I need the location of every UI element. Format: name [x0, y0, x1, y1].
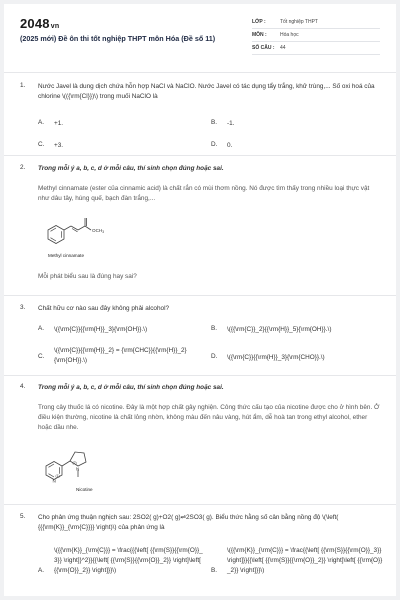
exam-header [4, 4, 396, 60]
atom-label: N [76, 466, 80, 472]
option-c[interactable]: +3. [54, 142, 64, 149]
question-prompt: Mỗi phát biểu sau là đúng hay sai? [38, 273, 137, 280]
structure-label: $OCH_3$ [92, 228, 104, 234]
figure-caption: Methyl cinnamate [48, 253, 85, 258]
info-label: SỐ CÂU : [252, 45, 275, 51]
option-b[interactable]: \({{\rm{C}}_2}{{\rm{H}}_5}{\rm{OH}}.\) [227, 326, 332, 333]
option-label-b[interactable]: B. [211, 325, 218, 332]
question-instruction: Trong mỗi ý a, b, c, d ở mỗi câu, thí sinh chọn đúng hoặc sai. [38, 384, 224, 391]
exam-page [4, 4, 396, 596]
option-a[interactable]: +1. [54, 120, 64, 127]
option-label-a[interactable]: A. [38, 119, 45, 126]
nicotine-structure [38, 444, 108, 494]
logo-text: 2048 [20, 16, 50, 31]
question-number: 4. [20, 383, 26, 390]
info-label: MÔN : [252, 32, 267, 38]
atom-position-label: (1) [55, 474, 60, 478]
question-text: Cho phản ứng thuận nghịch sau: 2SO2( g)+O2( g)⇌2SO3( g). Biểu thức hằng số cân bằng nồng độ \(\left( {{{\rm{K}}_{\rm{C}}}} \right)\) của phản ứng là [38, 514, 339, 531]
option-a[interactable]: \({\rm{C}}{{\rm{H}}_3}{\rm{OH}}.\) [54, 326, 148, 333]
info-value: 44 [280, 45, 286, 51]
question-instruction: Trong mỗi ý a, b, c, d ở mỗi câu, thí sinh chọn đúng hoặc sai. [38, 165, 224, 172]
option-b[interactable]: \({{\rm{K}}_{\rm{C}}} = \frac{{\left[ {{\rm{S}}{{\rm{O}}_3}} \right]}}{{\left[ {{\rm{S}}{{\rm{O}}_2}} \right]\left[ {{\rm{O}}_2}} \right]}}\) [227, 547, 383, 574]
option-c[interactable]: \({\rm{C}}{{\rm{H}}_2} = {\rm{CHC}}{{\rm{H}}_2}{\rm{OH}}.\) [54, 347, 187, 364]
option-label-b[interactable]: B. [211, 567, 218, 574]
site-logo[interactable] [20, 16, 59, 31]
info-row-subject [252, 29, 380, 42]
divider [4, 504, 396, 505]
exam-info-table [252, 16, 380, 55]
question-number: 3. [20, 304, 26, 311]
info-value: Tốt nghiệp THPT [280, 19, 318, 25]
option-label-c[interactable]: C. [38, 141, 45, 148]
option-d[interactable]: 0. [227, 142, 233, 149]
logo-suffix: vn [50, 23, 60, 30]
question-number: 2. [20, 164, 26, 171]
question-number: 5. [20, 513, 26, 520]
option-label-d[interactable]: D. [211, 141, 218, 148]
option-label-b[interactable]: B. [211, 119, 218, 126]
question-text: Nước Javel là dung dịch chứa hỗn hợp NaCl và NaClO. Nước Javel có tác dụng tẩy trắng, khử trùng,... Số oxi hoá của chlorine \(({\rm{Cl}})\) trong muối NaClO là [38, 83, 375, 100]
option-label-a[interactable]: A. [38, 325, 45, 332]
figure-caption: Nicotine [76, 487, 93, 492]
divider [4, 375, 396, 376]
option-label-d[interactable]: D. [211, 353, 218, 360]
atom-label: N [52, 478, 56, 484]
option-label-c[interactable]: C. [38, 353, 45, 360]
question-number: 1. [20, 82, 26, 89]
exam-title: (2025 mới) Đề ôn thi tốt nghiệp THPT môn Hóa (Đề số 11) [20, 34, 216, 43]
question-paragraph: Methyl cinnamate (ester của cinnamic acid) là chất rắn có mùi thơm nồng. Nó được tìm thấy trong nhiều loại thực vật như dâu tây, húng quế, bạch đàn trắng,... [38, 185, 370, 202]
divider [4, 72, 396, 73]
info-row-count [252, 42, 380, 55]
info-value: Hóa học [280, 32, 299, 38]
divider [4, 295, 396, 296]
option-a[interactable]: \({{\rm{K}}_{\rm{C}}} = \frac{{{\left[ {{\rm{S}}{{\rm{O}}_3}} \right]}^2}}{{\left[ {{\rm{S}}{{\rm{O}}_2}} \right]\left[ {{\rm{O}}_2}} \right]}}\) [54, 547, 203, 574]
divider [4, 155, 396, 156]
option-label-a[interactable]: A. [38, 567, 45, 574]
option-b[interactable]: -1. [227, 120, 235, 127]
atom-position-label: (2) [72, 461, 77, 465]
question-paragraph: Trong cây thuốc lá có nicotine. Đây là một hợp chất gây nghiện. Công thức cấu tạo của nicotine được cho ở hình bên. Ở điều kiện thường, nicotine là chất lỏng nhờn, không màu đến nâu vàng, hút ẩm, dễ hoà tan trong ethyl alcohol, ether hoặc dầu nhe. [38, 404, 380, 431]
option-d[interactable]: \({\rm{C}}{{\rm{H}}_3}{\rm{CHO}}.\) [227, 354, 325, 361]
question-text: Chất hữu cơ nào sau đây không phải alcohol? [38, 305, 170, 312]
info-label: LỚP : [252, 19, 266, 25]
info-row-class [252, 16, 380, 29]
